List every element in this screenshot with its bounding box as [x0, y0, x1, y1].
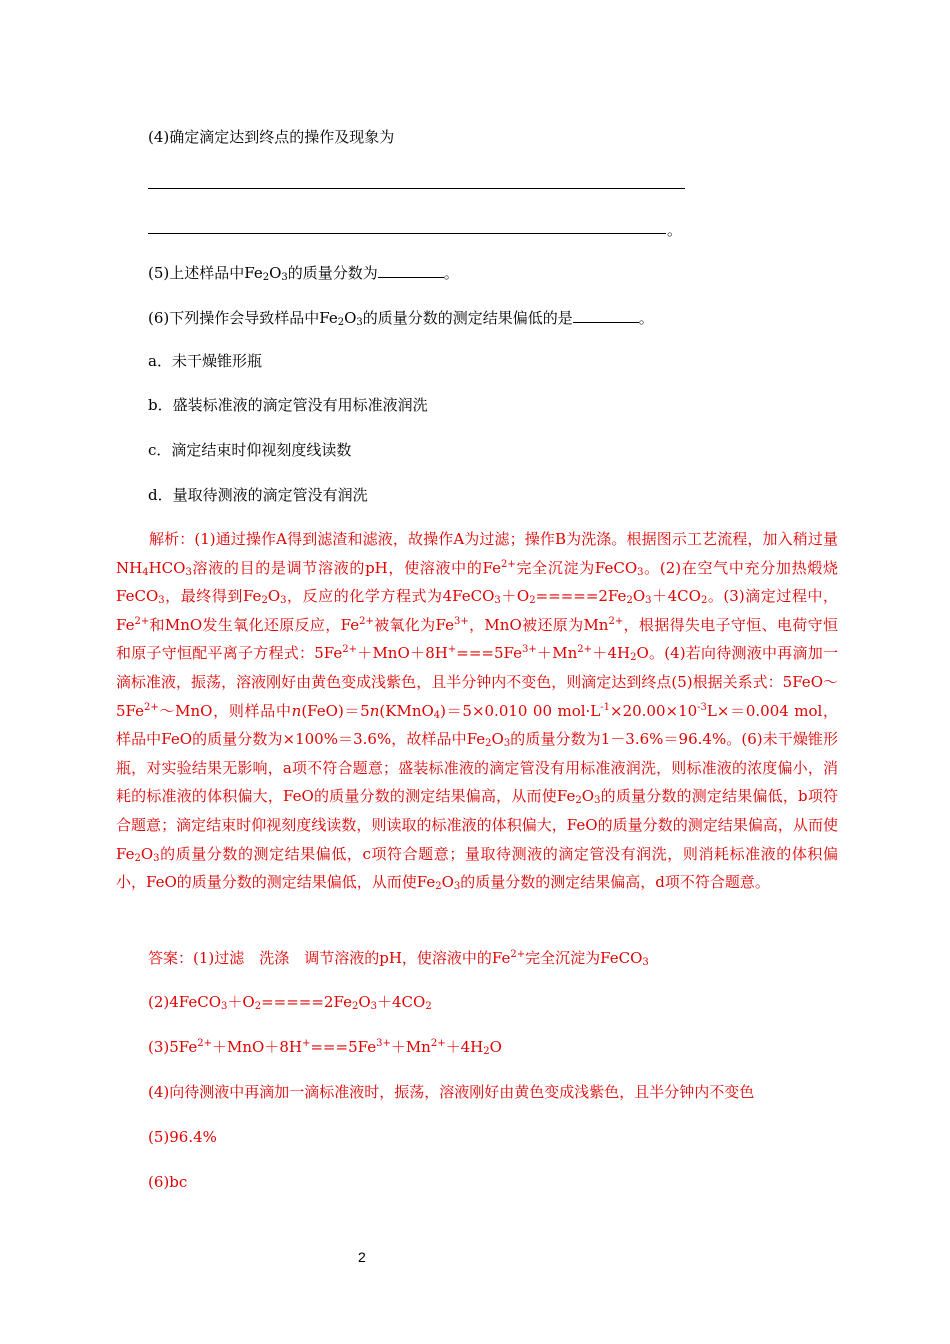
t: 解析：(1)通过操作A得到滤渣和滤液，故操作A为过滤；操作B为洗涤。根据图示工艺流程，加入稍过量NH [116, 530, 838, 577]
t: 完全沉淀为FeCO [525, 949, 643, 967]
sub: 2 [483, 1046, 490, 1057]
sup: -3 [697, 701, 707, 713]
sub: 4 [433, 709, 441, 721]
t: 溶液的目的是调节溶液的pH，使溶液中的Fe [191, 558, 502, 577]
question-4 [148, 126, 394, 148]
t: (FeO)＝5 [301, 701, 370, 720]
sub: 3 [645, 595, 652, 607]
t: L×＝0.004 mol，样品中FeO的质量分数为×100%＝3.6%，故样品中Fe [116, 701, 838, 749]
sub: 2 [435, 881, 442, 893]
sub: 2 [351, 1001, 359, 1012]
t: 。(2)在空气中充分加热煅烧FeCO [116, 558, 838, 606]
t: ＋4CO [377, 993, 426, 1011]
answer-2 [148, 991, 432, 1013]
t: 答案：(1)过滤 洗涤 调节溶液的pH，使溶液中的Fe [148, 949, 511, 967]
sup: 2+ [608, 615, 624, 627]
sub: 2 [485, 738, 492, 750]
t: O [267, 587, 281, 606]
fill-blank [378, 261, 444, 278]
t: ，MnO被还原为Mn [468, 615, 609, 634]
t: 完全沉淀为FeCO [515, 558, 638, 577]
t: O [491, 730, 504, 749]
sub: 2 [630, 652, 637, 664]
sub: 2 [425, 1001, 432, 1012]
t: =====2Fe [535, 587, 627, 606]
option-c: c．滴定结束时仰视刻度线读数 [148, 441, 352, 459]
t: ，反应的化学方程式为4FeCO [286, 587, 495, 606]
sub: 3 [642, 957, 649, 968]
sub: 3 [356, 317, 363, 328]
sup: 3+ [454, 615, 469, 627]
answer-6: (6)bc [148, 1173, 188, 1191]
t: 的质量分数的测定结果偏高，d项不符合题意。 [460, 873, 770, 892]
sup: 2+ [430, 1038, 446, 1049]
answer-3 [148, 1036, 502, 1058]
t: =====2Fe [261, 993, 352, 1011]
page-number: 2 [358, 1249, 366, 1265]
answer-line-period: 。 [667, 221, 683, 239]
t: O [140, 844, 154, 863]
t: O [441, 873, 454, 892]
q6-text-a: (6)下列操作会导致样品中Fe [148, 309, 338, 327]
t: ＋O [500, 587, 530, 606]
sup: + [447, 644, 457, 656]
sub: 3 [494, 595, 501, 607]
sup: + [301, 1038, 311, 1049]
question-4-text: (4)确定滴定达到终点的操作及现象为 [148, 128, 395, 146]
sub: 3 [221, 1001, 228, 1012]
sub: 3 [370, 1001, 378, 1012]
t: 的质量分数的测定结果偏低，c项符合题意；量取待测液的滴定管没有润洗，则消耗标准液的体积偏小，FeO的质量分数的测定结果偏低，从而使Fe [116, 844, 838, 892]
sub: 2 [700, 595, 708, 607]
t: ，最终得到Fe [164, 587, 262, 606]
sub: 2 [626, 595, 633, 607]
t: O。(4)若向待测液中再滴加一滴标准液，振荡，溶液刚好由黄色变成浅紫色，且半分钟内不变色，则滴定达到终点(5)根据关系式：5FeO～5Fe [116, 644, 839, 720]
sub: 3 [280, 595, 287, 607]
sub: 2 [254, 1001, 262, 1012]
sub: 3 [503, 738, 511, 750]
t: )＝5×0.010 00 mol·L [440, 701, 601, 720]
option-b: b．盛装标准液的滴定管没有用标准液润洗 [148, 396, 428, 414]
sup: 2+ [501, 558, 516, 570]
t: ＋Mn [536, 644, 578, 663]
t: HCO [148, 558, 186, 577]
t: 。(3)滴定过程中，Fe [116, 587, 839, 634]
t: (2)4FeCO [148, 993, 222, 1011]
sub: 3 [453, 881, 461, 893]
q5-text-c: 的质量分数为 [287, 264, 378, 282]
sup: -1 [600, 701, 610, 713]
analysis-paragraph [116, 525, 838, 897]
t: 和MnO发生氧化还原反应，Fe [149, 615, 360, 634]
sup: 2+ [342, 644, 357, 656]
sub: 2 [529, 595, 536, 607]
t: n [369, 701, 380, 720]
t: O [581, 787, 595, 806]
t: O [489, 1038, 502, 1056]
q6-text-b: O [344, 309, 357, 327]
t: ×20.00×10 [610, 701, 698, 720]
sup: 2+ [510, 949, 526, 960]
sub: 3 [594, 795, 601, 807]
q6-period: 。 [638, 309, 654, 327]
sub: 2 [575, 795, 582, 807]
t: ＋Mn [390, 1038, 431, 1056]
t: ===5Fe [456, 644, 522, 663]
sup: 3+ [376, 1038, 391, 1049]
q5-text-b: O [269, 264, 282, 282]
sup: 2+ [359, 615, 374, 627]
sub: 3 [281, 272, 288, 283]
sub: 3 [185, 566, 192, 578]
sub: 2 [261, 595, 268, 607]
q5-period: 。 [443, 264, 459, 282]
sup: 2+ [134, 615, 150, 627]
answer-5: (5)96.4% [148, 1128, 217, 1146]
sub: 2 [337, 317, 345, 328]
option-a: a．未干燥锥形瓶 [148, 352, 262, 370]
answer-line-1 [148, 188, 685, 189]
t: ===5Fe [310, 1038, 377, 1056]
t: ＋MnO＋8H [212, 1038, 302, 1056]
t: (KMnO [379, 701, 434, 720]
t: ＋MnO＋8H [356, 644, 448, 663]
t: 的质量分数为1－3.6%＝96.4%。(6)未干燥锥形瓶，对实验结果无影响，a项不符合题意；盛装标准液的滴定管没有用标准液润洗，则标准液的浓度偏小，消耗的标准液的体积偏大，FeO的质量分数的测定结果偏高，从而使Fe [116, 730, 838, 806]
t: ＋4H [592, 644, 631, 663]
answer-line-2 [148, 233, 666, 234]
t: (3)5Fe [148, 1038, 198, 1056]
t: 的质量分数的测定结果偏低，b项符合题意；滴定结束时仰视刻度线读数，则读取的标准液的体积偏大，FeO的质量分数的测定结果偏高，从而使Fe [116, 787, 839, 863]
t: O [358, 993, 371, 1011]
question-6 [148, 306, 654, 329]
t: ～MnO，则样品中 [158, 701, 292, 720]
sup: 2+ [197, 1038, 213, 1049]
sub: 2 [134, 852, 141, 864]
sub: 4 [142, 566, 149, 578]
t: O [632, 587, 646, 606]
t: ＋4CO [651, 587, 701, 606]
t: 被氧化为Fe [373, 615, 454, 634]
sub: 3 [158, 595, 165, 607]
t: ＋O [227, 993, 255, 1011]
q6-text-c: 的质量分数的测定结果偏低的是 [362, 309, 573, 327]
fill-blank [573, 306, 639, 323]
answer-1 [148, 947, 649, 969]
q5-text-a: (5)上述样品中Fe [148, 264, 263, 282]
sub: 2 [262, 272, 270, 283]
t: ，根据得失电子守恒、电荷守恒和原子守恒配平离子方程式：5Fe [116, 615, 838, 663]
question-5 [148, 261, 459, 284]
t: n [291, 701, 302, 720]
option-d: d．量取待测液的滴定管没有润洗 [148, 486, 368, 504]
sup: 2+ [144, 701, 159, 713]
sub: 3 [153, 852, 160, 864]
t: ＋4H [445, 1038, 484, 1056]
sub: 3 [637, 566, 644, 578]
sup: 3+ [522, 644, 537, 656]
sup: 2+ [577, 644, 593, 656]
answer-4: (4)向待测液中再滴加一滴标准液时，振荡，溶液刚好由黄色变成浅紫色，且半分钟内不变色 [148, 1083, 755, 1101]
